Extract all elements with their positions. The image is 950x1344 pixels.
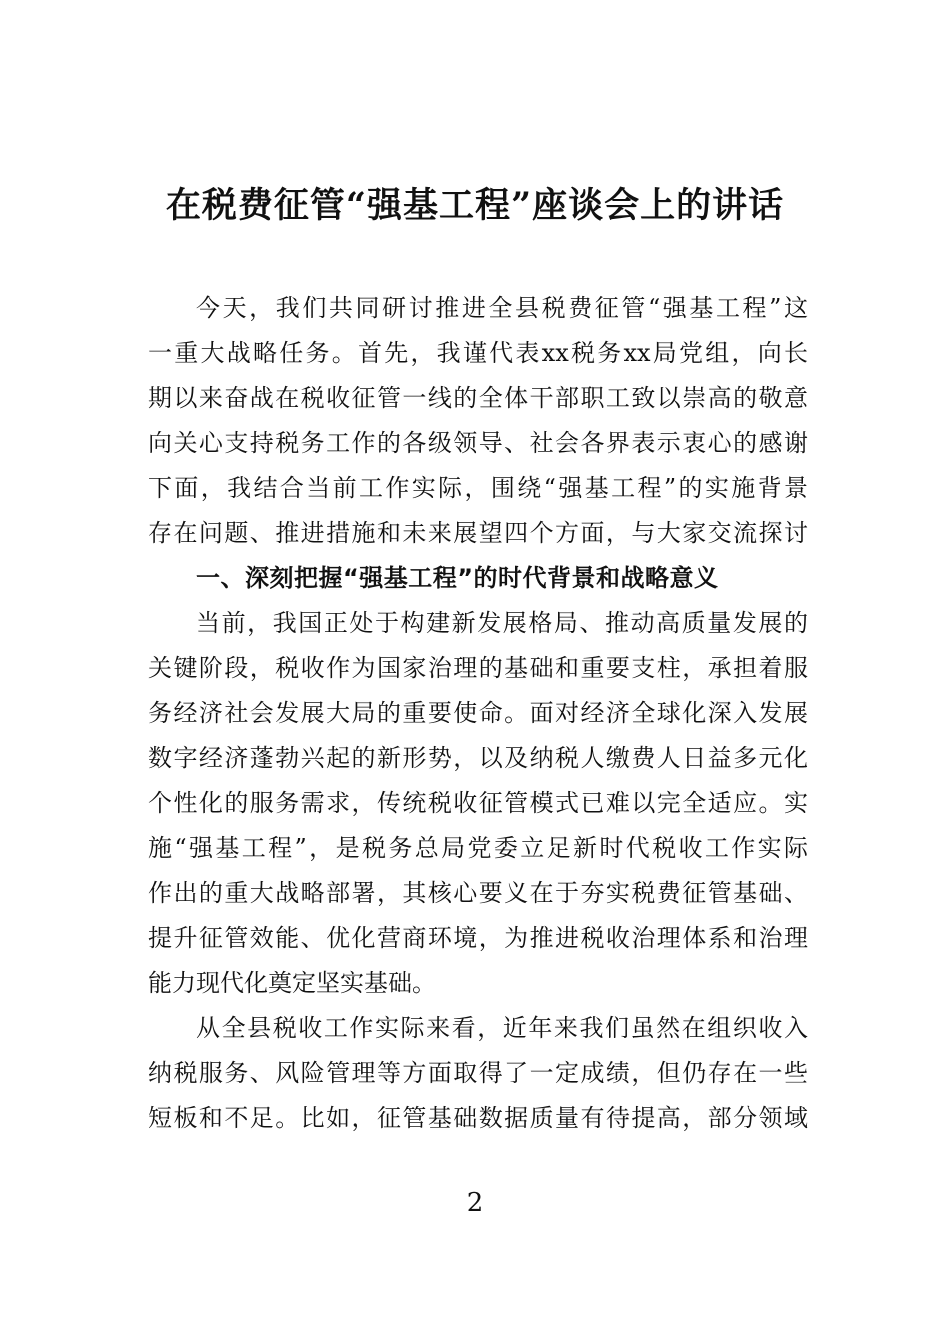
paragraph-2-line-3: 务经济社会发展大局的重要使命。面对经济全球化深入发展 — [148, 699, 808, 727]
document-title: 在税费征管“强基工程”座谈会上的讲话 — [165, 185, 785, 226]
paragraph-2-line-9: 能力现代化奠定坚实基础。 — [148, 969, 436, 997]
paragraph-1-line-5: 下面，我结合当前工作实际，围绕“强基工程”的实施背景 — [148, 474, 808, 502]
paragraph-3-line-1: 从全县税收工作实际来看，近年来我们虽然在组织收入 — [196, 1014, 808, 1042]
paragraph-1-line-3: 期以来奋战在税收征管一线的全体干部职工致以崇高的敬意 — [148, 384, 808, 412]
paragraph-1-line-6: 存在问题、推进措施和未来展望四个方面，与大家交流探讨 — [148, 519, 808, 547]
paragraph-1-line-4: 向关心支持税务工作的各级领导、社会各界表示衷心的感谢 — [148, 429, 808, 457]
section-1-heading: 一、深刻把握“强基工程”的时代背景和战略意义 — [196, 564, 719, 592]
paragraph-2-line-8: 提升征管效能、优化营商环境，为推进税收治理体系和治理 — [148, 924, 808, 952]
paragraph-2-line-5: 个性化的服务需求，传统税收征管模式已难以完全适应。实 — [148, 789, 808, 817]
paragraph-1-line-2: 一重大战略任务。首先，我谨代表xx税务xx局党组，向长 — [148, 339, 808, 367]
paragraph-2-line-7: 作出的重大战略部署，其核心要义在于夯实税费征管基础、 — [148, 879, 808, 907]
paragraph-3-line-2: 纳税服务、风险管理等方面取得了一定成绩，但仍存在一些 — [148, 1059, 808, 1087]
paragraph-2-line-2: 关键阶段，税收作为国家治理的基础和重要支柱，承担着服 — [148, 654, 808, 682]
page-number: 2 — [466, 1188, 484, 1218]
paragraph-2-line-6: 施“强基工程”，是税务总局党委立足新时代税收工作实际 — [148, 834, 808, 862]
paragraph-3-line-3: 短板和不足。比如，征管基础数据质量有待提高，部分领域 — [148, 1104, 808, 1132]
paragraph-1-line-1: 今天，我们共同研讨推进全县税费征管“强基工程”这 — [196, 294, 808, 322]
paragraph-2-line-4: 数字经济蓬勃兴起的新形势，以及纳税人缴费人日益多元化 — [148, 744, 808, 772]
paragraph-2-line-1: 当前，我国正处于构建新发展格局、推动高质量发展的 — [196, 609, 808, 637]
